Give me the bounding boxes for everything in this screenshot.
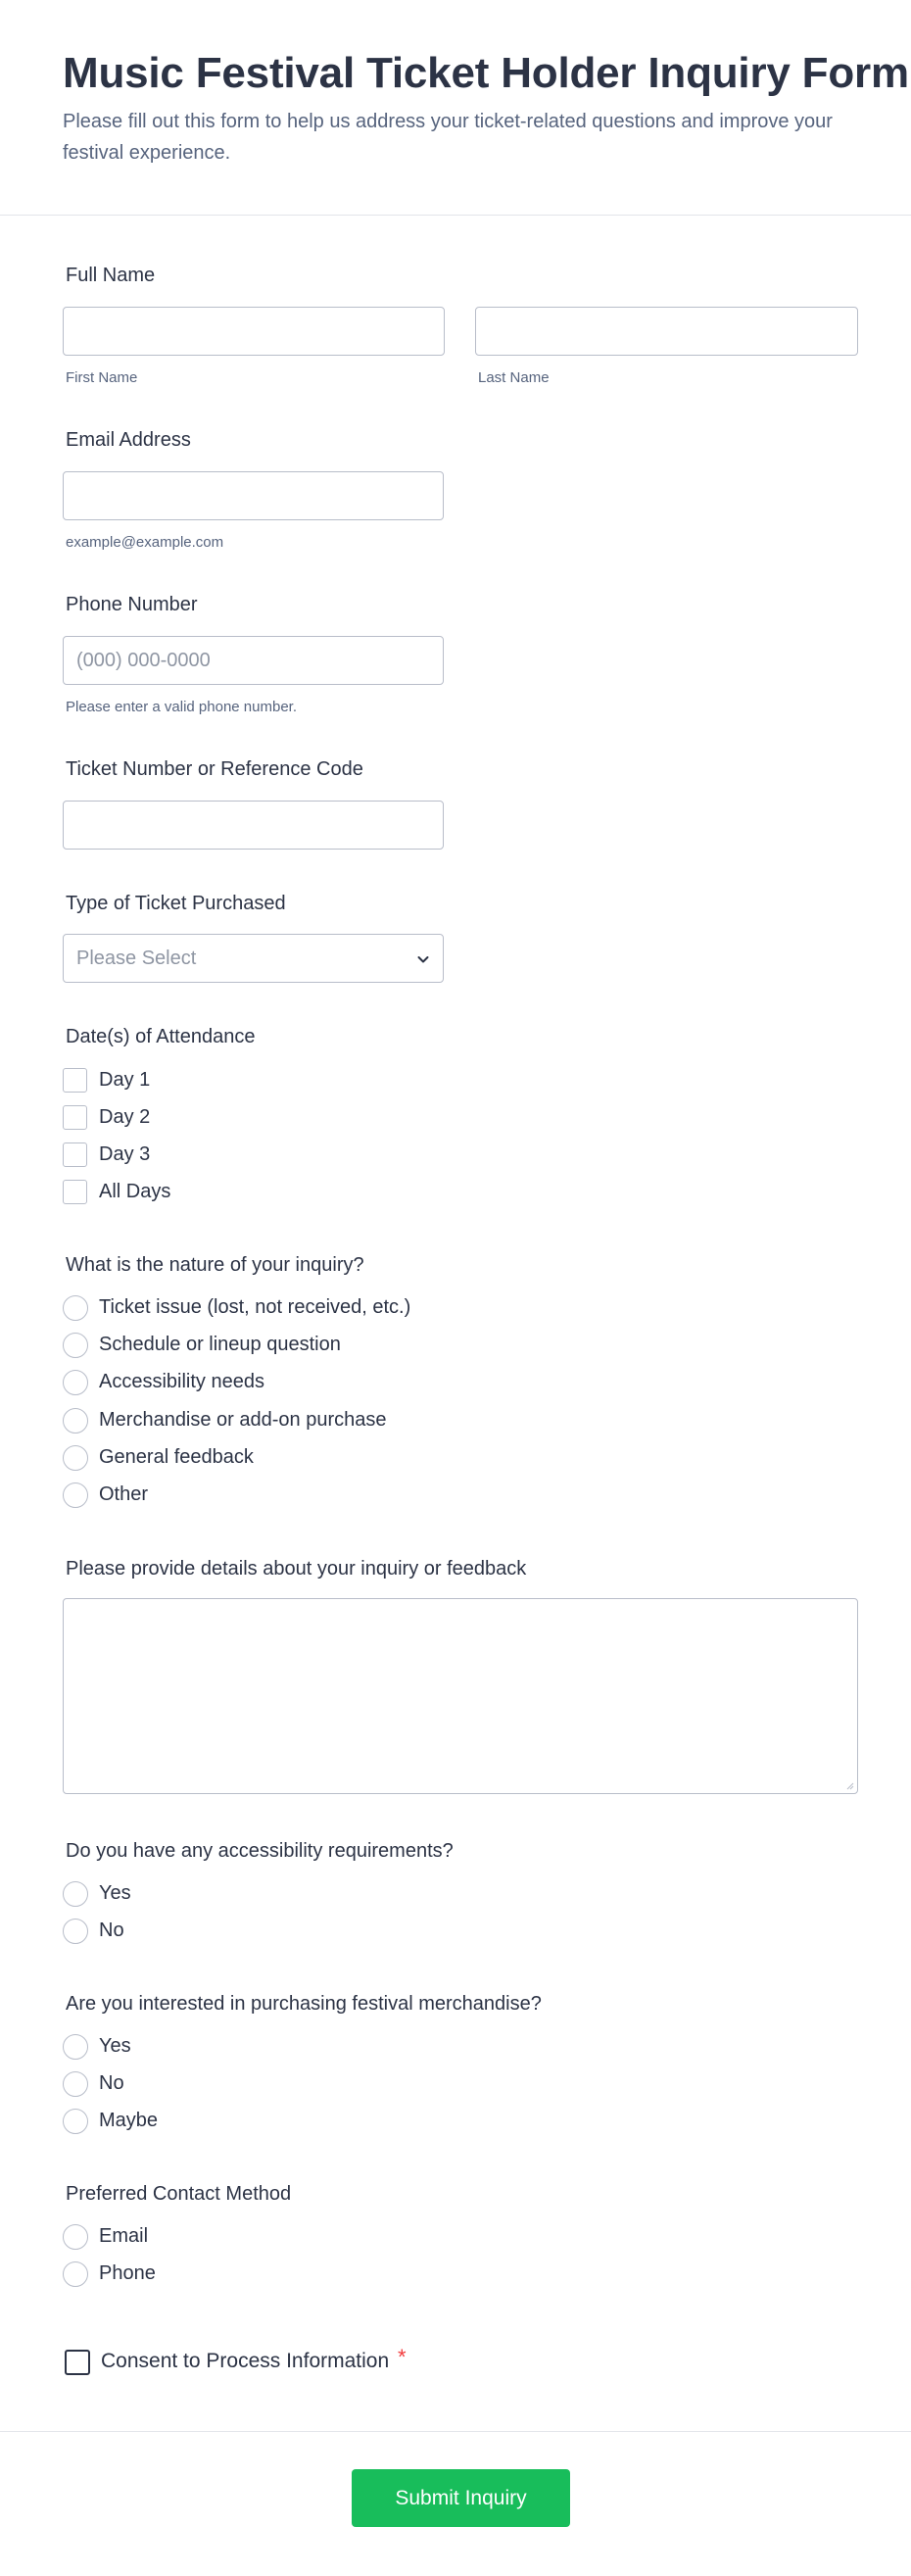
footer-divider — [0, 2431, 911, 2432]
checkbox[interactable] — [63, 1105, 87, 1130]
email-sublabel: example@example.com — [66, 534, 224, 551]
checkbox[interactable] — [63, 1142, 87, 1167]
ticket-type-label: Type of Ticket Purchased — [66, 893, 286, 914]
radio-button[interactable] — [63, 1370, 88, 1395]
ticket-number-input[interactable] — [63, 801, 444, 850]
inquiry-option-label: Merchandise or add-on purchase — [99, 1409, 387, 1431]
radio-button[interactable] — [63, 1919, 88, 1944]
phone-input[interactable] — [63, 636, 444, 685]
accessibility-option-label: No — [99, 1920, 124, 1941]
resize-grip-icon[interactable] — [844, 1780, 854, 1790]
submit-button[interactable]: Submit Inquiry — [352, 2469, 570, 2527]
inquiry-option-label: Ticket issue (lost, not received, etc.) — [99, 1296, 411, 1318]
dates-label: Date(s) of Attendance — [66, 1026, 256, 1047]
inquiry-option-label: General feedback — [99, 1446, 254, 1468]
radio-button[interactable] — [63, 1408, 88, 1434]
contact-method-label: Preferred Contact Method — [66, 2183, 292, 2205]
merchandise-option-label: No — [99, 2072, 124, 2094]
details-label: Please provide details about your inquiry or feedback — [66, 1558, 527, 1580]
first-name-sublabel: First Name — [66, 369, 138, 386]
inquiry-option-label: Other — [99, 1483, 149, 1505]
required-asterisk: * — [398, 2345, 407, 2369]
radio-button[interactable] — [63, 2261, 88, 2287]
ticket-type-selected: Please Select — [76, 948, 197, 969]
radio-button[interactable] — [63, 1482, 88, 1508]
radio-button[interactable] — [63, 2034, 88, 2060]
inquiry-nature-label: What is the nature of your inquiry? — [66, 1254, 364, 1276]
contact-option-label: Phone — [99, 2262, 156, 2284]
radio-button[interactable] — [63, 2071, 88, 2097]
details-textarea[interactable] — [63, 1598, 858, 1794]
last-name-sublabel: Last Name — [478, 369, 550, 386]
chevron-down-icon — [415, 951, 431, 967]
inquiry-option-label: Accessibility needs — [99, 1371, 264, 1392]
full-name-label: Full Name — [66, 265, 156, 286]
form-title: Music Festival Ticket Holder Inquiry Form — [63, 49, 909, 97]
checkbox[interactable] — [63, 1068, 87, 1093]
ticket-type-select[interactable] — [63, 934, 444, 983]
consent-label: Consent to Process Information — [101, 2350, 390, 2372]
inquiry-option-label: Schedule or lineup question — [99, 1334, 341, 1355]
first-name-input[interactable] — [63, 307, 445, 356]
accessibility-option-label: Yes — [99, 1882, 131, 1904]
consent-checkbox[interactable] — [65, 2350, 90, 2375]
date-option-label: Day 1 — [99, 1069, 151, 1091]
date-option-label: Day 3 — [99, 1143, 151, 1165]
checkbox[interactable] — [63, 1180, 87, 1204]
radio-button[interactable] — [63, 2224, 88, 2250]
form-header — [0, 0, 911, 216]
phone-label: Phone Number — [66, 594, 198, 615]
contact-option-label: Email — [99, 2225, 149, 2247]
last-name-input[interactable] — [475, 307, 858, 356]
email-label: Email Address — [66, 429, 191, 451]
merchandise-label: Are you interested in purchasing festival merchandise? — [66, 1993, 542, 2015]
radio-button[interactable] — [63, 1295, 88, 1321]
date-option-label: Day 2 — [99, 1106, 151, 1128]
ticket-number-label: Ticket Number or Reference Code — [66, 758, 363, 780]
radio-button[interactable] — [63, 1445, 88, 1471]
radio-button[interactable] — [63, 1333, 88, 1358]
phone-sublabel: Please enter a valid phone number. — [66, 699, 297, 715]
date-option-label: All Days — [99, 1181, 171, 1202]
email-input[interactable] — [63, 471, 444, 520]
merchandise-option-label: Maybe — [99, 2110, 159, 2131]
radio-button[interactable] — [63, 1881, 88, 1907]
merchandise-option-label: Yes — [99, 2035, 131, 2057]
radio-button[interactable] — [63, 2109, 88, 2134]
form-subtitle: Please fill out this form to help us address your ticket-related questions and improve your festival experience. — [63, 111, 833, 164]
accessibility-label: Do you have any accessibility requirements? — [66, 1840, 454, 1862]
